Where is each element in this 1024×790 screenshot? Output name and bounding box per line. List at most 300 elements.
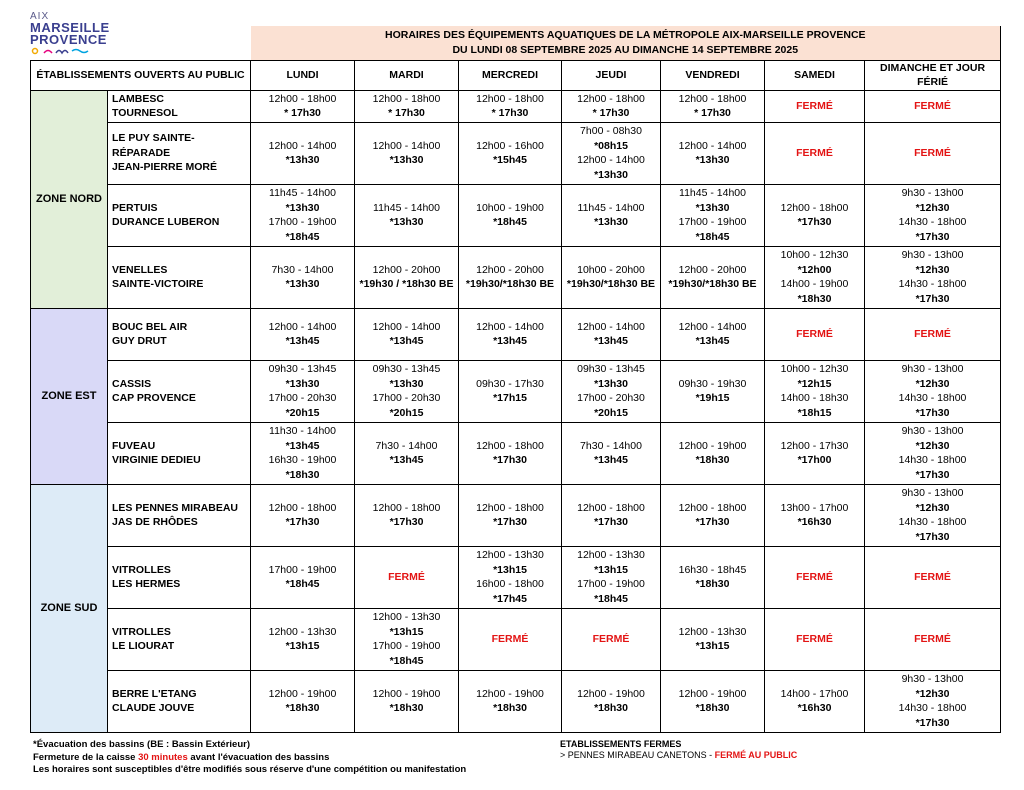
opening-hours: 17h00 - 20h30 [372,392,441,404]
evacuation-time: *13h45 [594,335,628,347]
evacuation-time: *18h45 [594,592,628,605]
schedule-cell [355,484,459,546]
header-day: LUNDI [251,60,355,90]
schedule-cell [459,122,562,184]
opening-hours: 12h00 - 13h30 [476,549,544,561]
opening-hours: 14h00 - 18h30 [780,392,849,404]
table-row [31,484,1001,546]
closed-title: ETABLISSEMENTS FERMES [560,739,682,749]
evacuation-time: *17h30 [915,292,950,305]
schedule-cell [459,546,562,608]
opening-hours: 12h00 - 14h00 [678,320,747,333]
opening-hours: 12h00 - 14h00 [678,139,747,152]
establishment-name-line: CAP PROVENCE [112,392,196,404]
schedule-cell [251,608,355,670]
schedule-cell [459,360,562,422]
opening-hours: 12h00 - 19h00 [678,687,747,700]
evacuation-time: *18h45 [285,578,320,590]
evacuation-time: * 17h30 [284,107,321,119]
logo-line-provence: PROVENCE [30,32,107,47]
table-row [31,246,1001,308]
schedule-cell [765,608,865,670]
opening-hours: 09h30 - 19h30 [678,377,747,390]
schedule-cell [355,608,459,670]
establishment-name [108,122,251,184]
evacuation-time: * 17h30 [694,107,731,119]
evacuation-time: *13h45 [389,335,424,347]
evacuation-time: *17h30 [915,230,950,243]
evacuation-time: *13h30 [389,377,424,390]
schedule-cell [765,484,865,546]
opening-hours: 17h00 - 19h00 [577,578,645,590]
schedule-cell [355,422,459,484]
logo-line-aix: AIX [30,11,50,22]
header-establishments: ÉTABLISSEMENTS OUVERTS AU PUBLIC [31,60,251,90]
evacuation-time: *18h30 [695,454,730,466]
establishment-name [108,546,251,608]
logo-cell [31,26,251,60]
evacuation-time: *18h45 [389,654,424,667]
evacuation-time: *13h30 [594,168,628,181]
opening-hours: 14h30 - 18h00 [898,278,967,290]
schedule-cell [562,122,661,184]
establishment-name-line: CASSIS [112,377,152,390]
evacuation-time: *18h15 [797,406,832,419]
schedule-cell [562,360,661,422]
note-modification: Les horaires sont susceptibles d'être modifiés sous réserve d'une compétition ou manifestation [33,764,467,775]
evacuation-time: *13h15 [389,625,424,638]
opening-hours: 12h00 - 18h00 [678,92,747,105]
evacuation-time: *18h30 [285,468,320,481]
schedule-cell [765,90,865,122]
schedule-cell [251,246,355,308]
schedule-cell [765,122,865,184]
opening-hours: 12h00 - 17h30 [780,439,849,452]
evacuation-time: *18h45 [493,216,527,228]
schedule-cell [251,484,355,546]
evacuation-time: *13h15 [285,640,320,652]
opening-hours: 12h00 - 13h30 [678,625,747,638]
opening-hours: 12h00 - 18h00 [678,501,747,514]
evacuation-time: *13h30 [285,278,320,290]
closed-establishments [560,739,797,760]
opening-hours: 17h00 - 19h00 [268,563,337,576]
opening-hours: 14h30 - 18h00 [898,702,967,714]
opening-hours: 12h00 - 19h00 [372,687,441,700]
header-day: MERCREDI [459,60,562,90]
establishment-name [108,246,251,308]
opening-hours: 12h00 - 14h00 [268,139,337,152]
opening-hours: 10h00 - 20h00 [577,263,645,276]
closed-item: > PENNES MIRABEAU CANETONS - FERMÉ AU PUBLIC [560,749,798,760]
schedule-cell [765,246,865,308]
evacuation-time: *18h45 [285,230,320,243]
schedule-cell [765,422,865,484]
opening-hours: 14h30 - 18h00 [898,516,967,528]
header-day: MARDI [355,60,459,90]
establishment-name-line: FUVEAU [112,439,156,452]
opening-hours: 16h00 - 18h00 [476,578,544,590]
evacuation-time: *19h15 [695,392,730,404]
logo-line-marseille: MARSEILLE [30,20,110,35]
evacuation-time: *17h30 [389,516,424,528]
evacuation-time: *12h15 [797,377,832,390]
schedule-cell [355,670,459,732]
opening-hours: 9h30 - 13h00 [901,187,964,199]
footer-notes [33,739,466,777]
opening-hours: 12h00 - 13h30 [372,611,441,623]
opening-hours: 12h00 - 18h00 [372,501,441,514]
title-line-2: DU LUNDI 08 SEPTEMBRE 2025 AU DIMANCHE 14 SEPTEMBRE 2025 [452,43,799,56]
schedule-cell [459,608,562,670]
schedule-cell [865,184,1001,246]
opening-hours: 12h00 - 19h00 [476,687,544,700]
evacuation-time: *13h45 [285,439,320,452]
opening-hours: 12h00 - 13h30 [577,549,645,561]
opening-hours: 12h00 - 18h00 [780,201,849,214]
establishment-name-line: CLAUDE JOUVE [112,702,195,714]
page-title [251,26,1001,60]
establishment-name [108,608,251,670]
opening-hours: 14h30 - 18h00 [898,392,967,404]
opening-hours: 09h30 - 13h45 [372,363,441,375]
establishment-name-line: LES PENNES MIRABEAU [112,501,239,514]
opening-hours: 09h30 - 13h45 [577,363,645,375]
closed-label: FERMÉ [914,99,951,112]
title-line-1: HORAIRES DES ÉQUIPEMENTS AQUATIQUES DE LA MÉTROPOLE AIX-MARSEILLE PROVENCE [385,29,866,42]
evacuation-time: *18h30 [594,702,628,714]
header-day: SAMEDI [765,60,865,90]
schedule-cell [765,546,865,608]
schedule-cell [355,308,459,360]
schedule-cell [562,608,661,670]
opening-hours: 14h30 - 18h00 [898,216,967,228]
schedule-cell [765,184,865,246]
evacuation-time: *17h30 [915,406,950,419]
evacuation-time: *17h15 [493,392,527,404]
evacuation-time: *13h30 [285,201,320,214]
opening-hours: 17h00 - 19h00 [372,640,441,652]
closed-label: FERMÉ [796,570,833,583]
schedule-cell [251,90,355,122]
opening-hours: 7h00 - 08h30 [580,125,642,137]
schedule-cell [562,246,661,308]
opening-hours: 11h45 - 14h00 [373,201,440,214]
schedule-cell [459,308,562,360]
opening-hours: 12h00 - 14h00 [372,320,441,333]
opening-hours: 12h00 - 18h00 [476,501,544,514]
schedule-cell [251,122,355,184]
table-row [31,308,1001,360]
evacuation-time: *15h45 [493,154,527,166]
evacuation-time: * 17h30 [491,107,529,119]
establishment-name-line: BERRE L'ETANG [112,687,197,700]
schedule-cell [661,360,765,422]
header-day: VENDREDI [661,60,765,90]
table-row [31,122,1001,184]
establishment-name-line: BOUC BEL AIR [112,320,188,333]
evacuation-time: *12h30 [915,439,950,452]
opening-hours: 11h30 - 14h00 [269,425,336,437]
opening-hours: 16h30 - 18h45 [678,563,747,576]
evacuation-time: *17h00 [797,454,832,466]
opening-hours: 12h00 - 14h00 [268,320,337,333]
schedule-cell [355,246,459,308]
closed-label: FERMÉ [796,327,833,340]
opening-hours: 9h30 - 13h00 [901,249,964,261]
schedule-cell [865,670,1001,732]
closed-label: FERMÉ [914,632,951,645]
evacuation-time: *19h30/*18h30 BE [668,278,757,290]
establishment-name-line: GUY DRUT [112,335,167,347]
schedule-cell [355,90,459,122]
opening-hours: 9h30 - 13h00 [901,363,964,375]
opening-hours: 9h30 - 13h00 [901,673,964,685]
opening-hours: 12h00 - 18h00 [476,92,544,105]
evacuation-time: *12h30 [915,377,950,390]
evacuation-time: *13h30 [389,216,424,228]
evacuation-time: *17h30 [493,454,527,466]
closed-label: FERMÉ [796,632,833,645]
opening-hours: 10h00 - 19h00 [476,201,544,214]
opening-hours: 12h00 - 14h00 [577,154,645,166]
establishment-name-line: LAMBESC [112,92,164,105]
opening-hours: 12h00 - 16h00 [476,139,544,152]
zone-label: ZONE EST [31,308,108,484]
closed-label: FERMÉ [914,146,951,159]
evacuation-time: * 17h30 [592,107,630,119]
evacuation-time: *19h30/*18h30 BE [566,278,656,290]
schedule-cell [765,308,865,360]
evacuation-time: *13h30 [594,216,628,228]
evacuation-time: *16h30 [797,702,832,714]
schedule-cell [765,670,865,732]
evacuation-time: *13h30 [285,154,320,166]
opening-hours: 12h00 - 19h00 [678,439,747,452]
establishment-name-line: SAINTE-VICTOIRE [112,278,204,290]
note-evacuation: *Évacuation des bassins (BE : Bassin Extérieur) [33,739,250,750]
establishment-name-line: DURANCE LUBERON [112,216,220,228]
evacuation-time: *13h30 [695,154,730,166]
opening-hours: 16h30 - 19h00 [268,454,337,466]
evacuation-time: *13h45 [389,454,424,466]
schedule-cell [459,484,562,546]
evacuation-time: *16h30 [797,516,832,528]
schedule-cell [661,670,765,732]
evacuation-time: *19h30/*18h30 BE [465,278,555,290]
opening-hours: 17h00 - 19h00 [268,216,337,228]
opening-hours: 12h00 - 18h00 [577,501,645,514]
evacuation-time: *18h30 [389,702,424,714]
evacuation-time: *13h30 [389,154,424,166]
evacuation-time: *20h15 [594,406,628,419]
opening-hours: 12h00 - 14h00 [577,320,645,333]
header-row [31,60,1001,90]
schedule-table [30,26,1001,733]
closed-label: FERMÉ [491,632,529,645]
establishment-name-line: PERTUIS [112,201,158,214]
table-row [31,608,1001,670]
opening-hours: 17h00 - 19h00 [678,216,747,228]
evacuation-time: * 17h30 [388,107,425,119]
opening-hours: 09h30 - 17h30 [476,377,544,390]
opening-hours: 13h00 - 17h00 [780,501,849,514]
closed-label: FERMÉ [388,570,425,583]
establishment-name [108,670,251,732]
schedule-cell [251,184,355,246]
opening-hours: 9h30 - 13h00 [901,425,964,437]
table-row [31,360,1001,422]
opening-hours: 12h00 - 20h00 [372,263,441,276]
evacuation-time: *17h30 [594,516,628,528]
schedule-cell [661,122,765,184]
schedule-cell [865,246,1001,308]
evacuation-time: *13h30 [594,377,628,390]
opening-hours: 9h30 - 13h00 [901,487,964,499]
evacuation-time: *18h30 [493,702,527,714]
schedule-cell [251,360,355,422]
evacuation-time: *13h15 [594,563,628,576]
evacuation-time: *20h15 [285,406,320,419]
closed-label: FERMÉ [796,99,833,112]
evacuation-time: *17h30 [915,530,950,543]
schedule-cell [661,484,765,546]
evacuation-time: *08h15 [594,139,628,152]
table-row [31,422,1001,484]
opening-hours: 7h30 - 14h00 [271,263,334,276]
schedule-cell [251,308,355,360]
evacuation-time: *18h30 [695,702,730,714]
schedule-cell [661,422,765,484]
establishment-name-line: VIRGINIE DEDIEU [112,454,201,466]
evacuation-time: *17h30 [915,716,950,729]
schedule-cell [355,122,459,184]
evacuation-time: *18h45 [695,230,730,243]
schedule-cell [865,308,1001,360]
header-day: JEUDI [562,60,661,90]
opening-hours: 12h00 - 20h00 [678,263,747,276]
evacuation-time: *13h45 [493,335,527,347]
establishment-name [108,422,251,484]
header-day: DIMANCHE ET JOUR FÉRIÉ [865,60,1001,90]
schedule-cell [661,608,765,670]
establishment-name-line: LES HERMES [112,578,181,590]
evacuation-time: *13h15 [493,563,527,576]
evacuation-time: *13h45 [285,335,320,347]
opening-hours: 14h30 - 18h00 [898,454,967,466]
schedule-cell [661,246,765,308]
closed-status: FERMÉ AU PUBLIC [714,749,798,760]
schedule-cell [661,90,765,122]
evacuation-time: *12h30 [915,201,950,214]
establishment-name-line: JEAN-PIERRE MORÉ [112,161,218,174]
opening-hours: 12h00 - 13h30 [268,625,337,638]
establishment-name [108,184,251,246]
evacuation-time: *13h15 [695,640,730,652]
establishment-name-line: VITROLLES [112,563,171,576]
opening-hours: 17h00 - 20h30 [268,392,337,404]
evacuation-time: *18h30 [695,578,730,590]
opening-hours: 11h45 - 14h00 [269,187,336,199]
schedule-cell [865,360,1001,422]
opening-hours: 12h00 - 14h00 [372,139,441,152]
establishment-name-line: LE PUY SAINTE-RÉPARADE [112,132,195,159]
evacuation-time: *17h30 [285,516,320,528]
evacuation-time: *17h30 [797,216,832,228]
establishment-name [108,90,251,122]
closed-label: FERMÉ [914,327,951,340]
schedule-cell [459,246,562,308]
opening-hours: 09h30 - 13h45 [268,363,337,375]
schedule-cell [865,484,1001,546]
evacuation-time: *13h30 [695,201,730,214]
schedule-cell [459,670,562,732]
schedule-cell [765,360,865,422]
opening-hours: 12h00 - 14h00 [476,320,544,333]
opening-hours: 12h00 - 18h00 [577,92,645,105]
establishment-name-line: TOURNESOL [112,107,178,119]
schedule-cell [865,90,1001,122]
opening-hours: 11h45 - 14h00 [679,187,746,199]
evacuation-time: *12h30 [915,263,950,276]
opening-hours: 14h00 - 19h00 [780,278,849,290]
establishment-name [108,308,251,360]
schedule-cell [251,422,355,484]
evacuation-time: *17h45 [493,592,527,605]
schedule-cell [562,484,661,546]
opening-hours: 12h00 - 19h00 [268,687,337,700]
closed-label: FERMÉ [592,632,630,645]
opening-hours: 12h00 - 19h00 [577,687,645,700]
closed-label: FERMÉ [914,570,951,583]
zone-label: ZONE SUD [31,484,108,732]
schedule-cell [562,546,661,608]
opening-hours: 11h45 - 14h00 [577,201,645,214]
schedule-cell [661,308,765,360]
schedule-cell [562,90,661,122]
establishment-name-line: VENELLES [112,263,168,276]
establishment-name [108,484,251,546]
schedule-cell [865,122,1001,184]
schedule-cell [562,422,661,484]
establishment-name-line: JAS DE RHÔDES [112,516,198,528]
schedule-cell [355,546,459,608]
schedule-cell [865,546,1001,608]
schedule-cell [459,422,562,484]
evacuation-time: *12h30 [915,501,950,514]
schedule-cell [355,360,459,422]
schedule-cell [865,608,1001,670]
note-caisse: Fermeture de la caisse 30 minutes avant l'évacuation des bassins [33,751,330,763]
schedule-cell [562,308,661,360]
table-row [31,670,1001,732]
evacuation-time: *19h30 / *18h30 BE [359,278,454,290]
evacuation-time: *12h30 [915,687,950,700]
opening-hours: 12h00 - 18h00 [476,439,544,452]
opening-hours: 12h00 - 18h00 [268,92,337,105]
evacuation-time: *17h30 [915,468,950,481]
opening-hours: 14h00 - 17h00 [780,687,849,700]
schedule-cell [355,184,459,246]
table-row [31,184,1001,246]
evacuation-time: *17h30 [695,516,730,528]
establishment-name-line: LE LIOURAT [112,640,175,652]
evacuation-time: *13h45 [594,454,628,466]
schedule-cell [865,422,1001,484]
closed-label: FERMÉ [796,146,833,159]
zone-label: ZONE NORD [31,90,108,308]
schedule-cell [251,546,355,608]
